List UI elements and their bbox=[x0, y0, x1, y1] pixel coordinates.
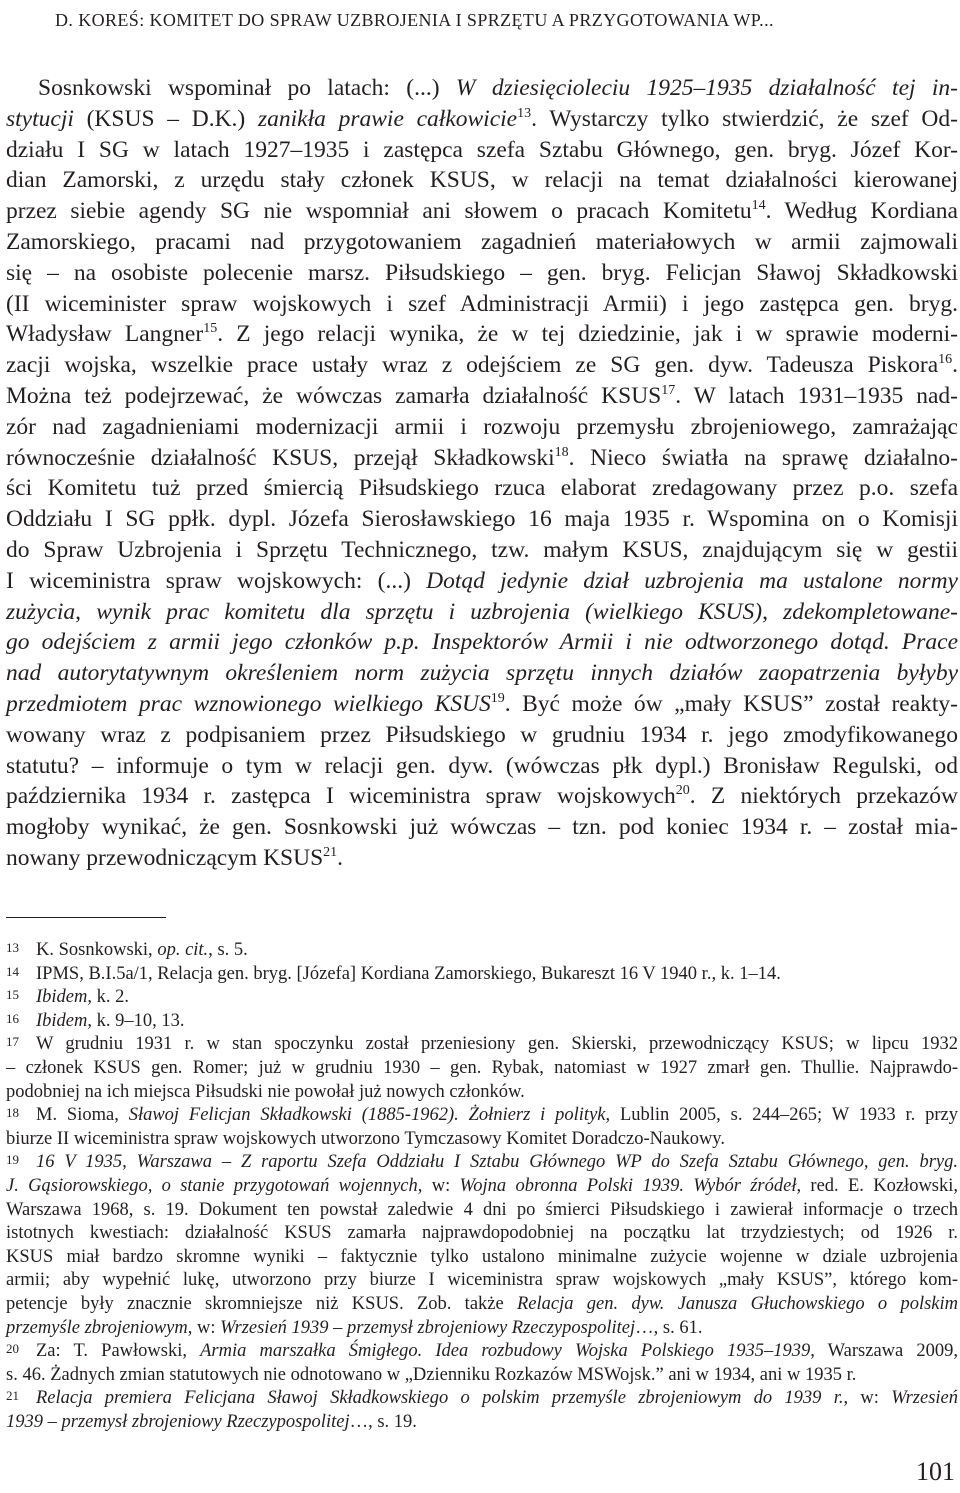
text-run: zacji wojska, wszelkie prace ustały wraz z odejściem ze SG gen. dyw. Tadeusza Piskora bbox=[6, 352, 939, 379]
footnote-line bbox=[6, 1340, 958, 1364]
text-run: . bbox=[952, 352, 958, 379]
text-run: Warszawa 1968, s. 19. Dokument ten powstał zaledwie 4 dni po śmierci Piłsudskiego i zawierał informacje o trzech bbox=[6, 1199, 958, 1220]
body-line bbox=[6, 135, 958, 166]
footnote-line bbox=[6, 1293, 958, 1317]
footnote-16 bbox=[6, 1010, 958, 1034]
text-run: petencje były znacznie skromniejsze niż KSUS. Zob. także bbox=[6, 1293, 517, 1314]
footnote-reference: 16 bbox=[938, 352, 953, 368]
text-run: , w: bbox=[187, 1317, 221, 1338]
italic-text-run: Sławoj Felicjan Składkowski (1885-1962). Żołnierz i polityk bbox=[128, 1105, 606, 1126]
footnote-line bbox=[6, 1151, 958, 1175]
body-line bbox=[6, 566, 958, 597]
text-run: . Z niektórych przekazów bbox=[689, 783, 958, 810]
text-run: . bbox=[337, 844, 344, 871]
italic-text-run: Wojna obronna Polski 1939. Wybór źródeł bbox=[459, 1175, 797, 1196]
text-run: armii; aby wypełnić lukę, utworzono przy biurze I wiceministra spraw wojskowych „mały KSUS”, którego kom- bbox=[6, 1270, 958, 1291]
body-line bbox=[6, 104, 958, 135]
text-run: , k. 2. bbox=[87, 987, 129, 1008]
italic-text-run: 1939 – przemysł zbrojeniowy Rzeczypospolitej bbox=[6, 1411, 350, 1432]
footnote-line bbox=[6, 1199, 958, 1223]
body-line bbox=[6, 258, 958, 289]
text-run: przez siebie agendy SG nie wspomniał ani słowem o pracach Komitetu bbox=[6, 198, 752, 225]
text-run: wowany wraz z podpisaniem przez Piłsudskiego w grudniu 1934 r. jego zmodyfikowanego bbox=[6, 721, 958, 748]
body-line bbox=[6, 73, 958, 104]
text-run: …, s. 19. bbox=[349, 1411, 417, 1432]
text-run: , w: bbox=[843, 1388, 892, 1409]
italic-text-run: Relacja premiera Felicjana Sławoj Składkowskiego o polskim przemyśle zbrojeniowym do 1939 r. bbox=[36, 1388, 844, 1409]
text-run: Można też podejrzewać, że wówczas zamarła działalność KSUS bbox=[6, 382, 662, 409]
text-run: IPMS, B.I.5a/1, Relacja gen. bryg. [Józefa] Kordiana Zamorskiego, Bukareszt 16 V 1940 r., k. 1–14. bbox=[36, 963, 781, 984]
footnote-17 bbox=[6, 1033, 958, 1104]
footnote-19 bbox=[6, 1151, 958, 1340]
footnote-line bbox=[6, 1175, 958, 1199]
italic-text-run: Relacja gen. dyw. Janusza Głuchowskiego o polskim bbox=[516, 1293, 958, 1314]
text-run: . Nieco światła na sprawę działalno- bbox=[568, 444, 958, 471]
text-run: K. Sosnkowski, bbox=[36, 940, 158, 960]
body-line bbox=[6, 535, 958, 566]
body-line bbox=[6, 781, 958, 812]
footnote-line bbox=[6, 1222, 958, 1246]
footnote-reference: 17 bbox=[661, 382, 676, 398]
italic-text-run: Ibidem bbox=[36, 1010, 88, 1031]
text-run: działu I SG w latach 1927–1935 i zastępca szefa Sztabu Głównego, gen. bryg. Józef Kor- bbox=[6, 136, 958, 163]
footnote-number: 17 bbox=[6, 1034, 19, 1050]
body-line bbox=[6, 289, 958, 320]
text-run: Zamorskiego, pracami nad przygotowaniem zagadnień materiałowych w armii zajmowali bbox=[6, 228, 958, 255]
italic-text-run: Wrzesień 1939 – przemysł zbrojeniowy Rzeczypospolitej bbox=[220, 1317, 636, 1338]
footnote-reference: 20 bbox=[675, 783, 690, 799]
text-run: nowany przewodniczącym KSUS bbox=[6, 844, 324, 871]
italic-text-run: 16 V 1935, Warszawa – Z raportu Szefa Oddziału I Sztabu Głównego WP do Szefa Sztabu Głównego, gen. bryg. bbox=[36, 1152, 958, 1173]
text-run: , Warszawa 2009, bbox=[810, 1341, 958, 1362]
footnote-line bbox=[6, 986, 958, 1010]
body-line bbox=[6, 843, 958, 874]
footnote-reference: 14 bbox=[751, 198, 766, 214]
footnote-line bbox=[6, 1033, 958, 1057]
italic-text-run: J. Gąsiorowskiego, o stanie przygotowań wojennych bbox=[6, 1175, 418, 1196]
body-line bbox=[6, 319, 958, 350]
footnote-13 bbox=[6, 939, 958, 963]
running-head: D. KOREŚ: KOMITET DO SPRAW UZBROJENIA I SPRZĘTU A PRZYGOTOWANIA WP... bbox=[55, 10, 774, 30]
text-run: , k. 9–10, 13. bbox=[87, 1010, 185, 1031]
footnote-line bbox=[6, 1081, 958, 1105]
italic-text-run: stytucji bbox=[6, 105, 74, 132]
text-run: października 1934 r. zastępca I wiceministra spraw wojskowych bbox=[6, 783, 676, 810]
text-run: KSUS miał bardzo skromne wyniki – faktycznie tylko ustalono minimalne zużycie wojenne w dziale uzbrojenia bbox=[6, 1246, 958, 1267]
body-line bbox=[6, 443, 958, 474]
text-run: mogłoby wynikać, że gen. Sosnkowski już wówczas – tzn. pod koniec 1934 r. – został mia- bbox=[6, 814, 958, 841]
text-run: , w: bbox=[417, 1175, 460, 1196]
italic-text-run: Wrzesień bbox=[891, 1388, 959, 1409]
text-run: równocześnie działalność KSUS, przejął Składkowski bbox=[6, 444, 555, 471]
footnote-line bbox=[6, 963, 958, 987]
body-line bbox=[6, 720, 958, 751]
page-number: 101 bbox=[916, 1457, 955, 1486]
footnote-line bbox=[6, 1364, 958, 1388]
footnote-number: 18 bbox=[6, 1105, 19, 1121]
text-run: . Być może ów „mały KSUS” został reakty- bbox=[504, 690, 958, 717]
text-run: istotnych kwestiach: działalność KSUS zamarła najprawdopodobniej na początku lat trzydziestych; od 1926 r. bbox=[6, 1223, 958, 1244]
body-line bbox=[6, 597, 958, 628]
footnote-line bbox=[6, 1269, 958, 1293]
body-line bbox=[6, 196, 958, 227]
text-run: s. 46. Żadnych zmian statutowych nie odnotowano w „Dzienniku Rozkazów MSWojsk.” ani w 1934, ani w 1935 r. bbox=[6, 1364, 857, 1385]
italic-text-run: przedmiotem prac wznowionego wielkiego KSUS bbox=[6, 690, 491, 717]
text-run: …, s. 61. bbox=[635, 1317, 703, 1338]
footnote-line bbox=[6, 1104, 958, 1128]
text-run: biurze II wiceministra spraw wojskowych utworzono Tymczasowy Komitet Doradczo-Naukowy. bbox=[6, 1128, 725, 1149]
italic-text-run: zanikła prawie całkowicie bbox=[257, 105, 518, 132]
footnote-reference: 13 bbox=[517, 105, 532, 121]
footnote-21 bbox=[6, 1387, 958, 1434]
footnote-number: 15 bbox=[6, 987, 19, 1003]
body-line bbox=[6, 689, 958, 720]
footnote-separator bbox=[6, 917, 166, 918]
footnote-line bbox=[6, 1387, 958, 1411]
footnote-number: 13 bbox=[6, 940, 19, 955]
footnote-18 bbox=[6, 1104, 958, 1151]
italic-text-run: zużycia, wynik prac komitetu dla sprzętu i uzbrojenia (wielkiego KSUS), zdekompletowane- bbox=[6, 598, 958, 625]
body-line bbox=[6, 504, 958, 535]
italic-text-run: Dotąd jedynie dział uzbrojenia ma ustalone normy bbox=[426, 567, 958, 594]
footnote-reference: 18 bbox=[554, 444, 569, 460]
footnote-line bbox=[6, 939, 958, 963]
body-line bbox=[6, 165, 958, 196]
text-run: Władysław Langner bbox=[6, 321, 204, 348]
footnote-number: 16 bbox=[6, 1010, 19, 1026]
body-line bbox=[6, 381, 958, 412]
text-run: . Wystarczy tylko stwierdzić, że szef Od- bbox=[531, 105, 958, 132]
footnote-number: 21 bbox=[6, 1388, 19, 1404]
text-run: Oddziału I SG ppłk. dypl. Józefa Sierosławskiego 16 maja 1935 r. Wspomina on o Komisji bbox=[6, 506, 958, 533]
italic-text-run: op. cit. bbox=[157, 940, 209, 960]
text-run: (KSUS – D.K.) bbox=[73, 105, 258, 132]
body-line bbox=[6, 412, 958, 443]
footnote-20 bbox=[6, 1340, 958, 1387]
text-run: Za: T. Pawłowski, bbox=[36, 1341, 201, 1362]
text-run: I wiceministra spraw wojskowych: (...) bbox=[6, 567, 427, 594]
text-run: W grudniu 1931 r. w stan spoczynku został przeniesiony gen. Skierski, przewodniczący KSUS; w lipcu 1932 bbox=[36, 1034, 958, 1055]
text-run: do Spraw Uzbrojenia i Sprzętu Technicznego, tzw. małym KSUS, znajdującym się w gestii bbox=[6, 536, 958, 563]
footnote-reference: 21 bbox=[323, 844, 338, 860]
footnote-number: 20 bbox=[6, 1341, 19, 1357]
body-line bbox=[6, 227, 958, 258]
footnote-line bbox=[6, 1317, 958, 1341]
body-line bbox=[6, 473, 958, 504]
footnote-reference: 19 bbox=[490, 690, 505, 706]
text-run: M. Sioma, bbox=[36, 1105, 129, 1126]
text-run: Sosnkowski wspominał po latach: (...) bbox=[38, 75, 456, 101]
text-run: ści Komitetu tuż przed śmiercią Piłsudskiego rzuca elaborat zredagowany przez p.o. szefa bbox=[6, 475, 958, 502]
footnote-number: 14 bbox=[6, 963, 19, 979]
body-line bbox=[6, 350, 958, 381]
footnote-line bbox=[6, 1010, 958, 1034]
text-run: , s. 5. bbox=[208, 940, 248, 960]
text-run: . W latach 1931–1935 nad- bbox=[675, 382, 958, 409]
text-run: . Z jego relacji wynika, że w tej dziedzinie, jak i w sprawie moderni- bbox=[217, 321, 958, 348]
footnote-number: 19 bbox=[6, 1152, 19, 1168]
footnote-reference: 15 bbox=[203, 321, 218, 337]
text-run: (II wiceminister spraw wojskowych i szef Administracji Armii) i jego zastępca gen. bryg. bbox=[6, 290, 958, 317]
italic-text-run: Ibidem bbox=[36, 987, 88, 1008]
text-run: – członek KSUS gen. Romer; już w grudniu 1930 – gen. Rybak, natomiast w 1927 zmarł gen. Thullie. Najprawdo- bbox=[6, 1057, 958, 1078]
body-line bbox=[6, 658, 958, 689]
footnote-14 bbox=[6, 963, 958, 987]
main-text bbox=[6, 73, 958, 874]
footnote-line bbox=[6, 1128, 958, 1152]
text-run: , red. E. Kozłowski, bbox=[796, 1175, 959, 1196]
text-run: podobniej na ich miejsca Piłsudski nie powołał już nowych członków. bbox=[6, 1081, 525, 1102]
body-line bbox=[6, 812, 958, 843]
footnote-15 bbox=[6, 986, 958, 1010]
italic-text-run: go odejściem z armii jego członków p.p. Inspektorów Armii i nie odtworzonego dotąd. Prace bbox=[6, 629, 958, 656]
italic-text-run: nad autorytatywnym określeniem norm zużycia sprzętu innych działów zaopatrzenia byłyby bbox=[6, 660, 958, 687]
footnote-line bbox=[6, 1057, 958, 1081]
footnote-line bbox=[6, 1246, 958, 1270]
footnote-line bbox=[6, 1411, 958, 1435]
italic-text-run: W dziesięcioleciu 1925–1935 działalność tej in- bbox=[455, 75, 958, 101]
body-line bbox=[6, 751, 958, 782]
text-run: dian Zamorski, z urzędu stały członek KSUS, w relacji na temat działalności kierowanej bbox=[6, 167, 958, 194]
text-run: zór nad zagadnieniami modernizacji armii i rozwoju przemysłu zbrojeniowego, zamrażając bbox=[6, 413, 958, 440]
footnotes bbox=[6, 939, 958, 1434]
italic-text-run: Armia marszałka Śmigłego. Idea rozbudowy Wojska Polskiego 1935–1939 bbox=[200, 1341, 811, 1362]
text-run: . Według Kordiana bbox=[765, 198, 958, 225]
body-line bbox=[6, 627, 958, 658]
text-run: się – na osobiste polecenie marsz. Piłsudskiego – gen. bryg. Felicjan Sławoj Składkowski bbox=[6, 259, 958, 286]
italic-text-run: przemyśle zbrojeniowym bbox=[6, 1317, 188, 1338]
text-run: , Lublin 2005, s. 244–265; W 1933 r. przy bbox=[605, 1105, 958, 1126]
text-run: statutu? – informuje o tym w relacji gen. dyw. (wówczas płk dypl.) Bronisław Regulski, od bbox=[6, 752, 958, 779]
